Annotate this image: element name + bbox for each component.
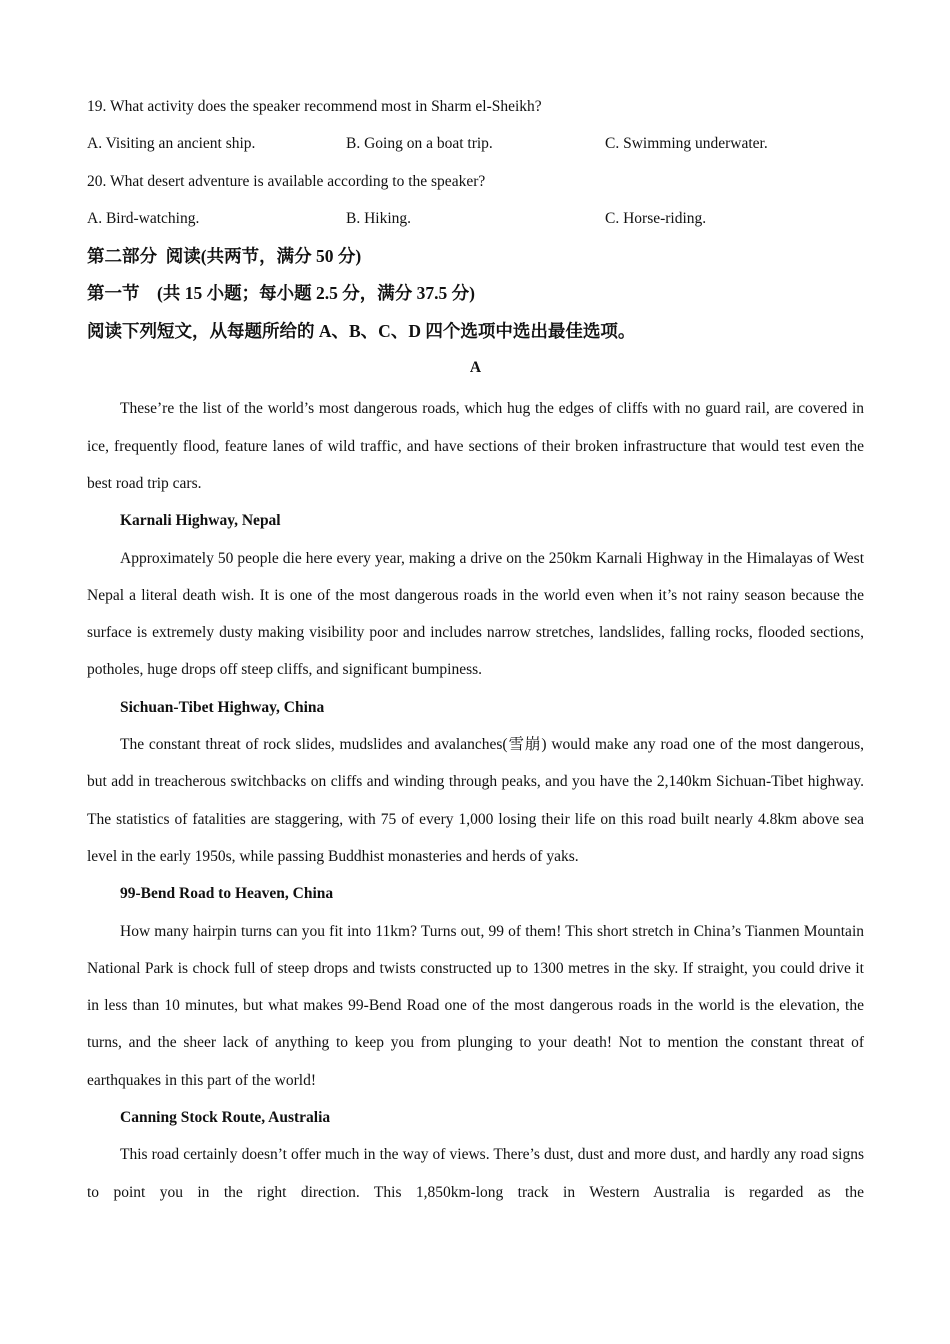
option-c: C. Horse-riding. (605, 209, 707, 227)
reading-instruction: 阅读下列短文，从每题所给的 A、B、C、D 四个选项中选出最佳选项。 (87, 320, 636, 341)
road-description: The constant threat of rock slides, mudslides and avalanches(雪崩) would make any road one of the most dangerous, but add in treacherous switchbacks on cliffs and winding through peaks, and you have the 2,140km Sichuan-Tibet highway. The statistics of fatalities are staggering, with 75 of every 1,000 losing their life on this road built nearly 4.8km above sea level in the early 1950s, while passing Buddhist monasteries and herds of yaks. (87, 736, 864, 865)
option-a: A. Bird-watching. (87, 209, 200, 227)
exam-page (87, 92, 864, 1211)
question-19-stem: 19. What activity does the speaker recommend most in Sharm el-Sheikh? (87, 98, 542, 115)
option-b: B. Going on a boat trip. (346, 135, 493, 153)
section1-heading: 第一节 (共 15 小题；每小题 2.5 分，满分 37.5 分) (87, 283, 475, 304)
part2-heading: 第二部分 阅读(共两节，满分 50 分) (87, 246, 362, 267)
question-20-stem: 20. What desert adventure is available according to the speaker? (87, 172, 486, 190)
question-19-options (87, 129, 864, 166)
road-description: This road certainly doesn’t offer much in the way of views. There’s dust, dust and more dust, and hardly any road signs to point you in the right direction. This 1,850km-long track in Western Australia is regarded as the (87, 1146, 864, 1201)
passage-intro: These’re the list of the world’s most dangerous roads, which hug the edges of cliffs with no guard rail, are covered in ice, frequently flood, feature lanes of wild traffic, and have sections of their broken infrastructure that would test even the best road trip cars. (87, 400, 864, 492)
road-title: Sichuan-Tibet Highway, China (120, 698, 325, 716)
road-description: How many hairpin turns can you fit into 11km? Turns out, 99 of them! This short stretch in China’s Tianmen Mountain National Park is chock full of steep drops and twists constructed up to 1300 metres in the sky. If straight, you could drive it in less than 10 minutes, but what makes 99-Bend Road one of the most dangerous roads in the world is the elevation, the turns, and the sheer lack of anything to keep you from plunging to your death! Not to mention the constant threat of earthquakes in this part of the world! (87, 922, 864, 1089)
option-a: A. Visiting an ancient ship. (87, 135, 256, 153)
option-b: B. Hiking. (346, 209, 412, 227)
road-title: Karnali Highway, Nepal (120, 512, 281, 530)
option-c: C. Swimming underwater. (605, 135, 768, 153)
road-title: 99-Bend Road to Heaven, China (120, 885, 334, 903)
road-title: Canning Stock Route, Australia (120, 1109, 331, 1127)
passage-letter: A (469, 359, 482, 377)
question-20-options (87, 204, 864, 241)
road-description: Approximately 50 people die here every year, making a drive on the 250km Karnali Highway in the Himalayas of West Nepal a literal death wish. It is one of the most dangerous roads in the world even when it’s not rainy season because the surface is extremely dusty making visibility poor and includes narrow stretches, landslides, falling rocks, flooded sections, potholes, huge drops off steep cliffs, and significant bumpiness. (87, 549, 864, 679)
